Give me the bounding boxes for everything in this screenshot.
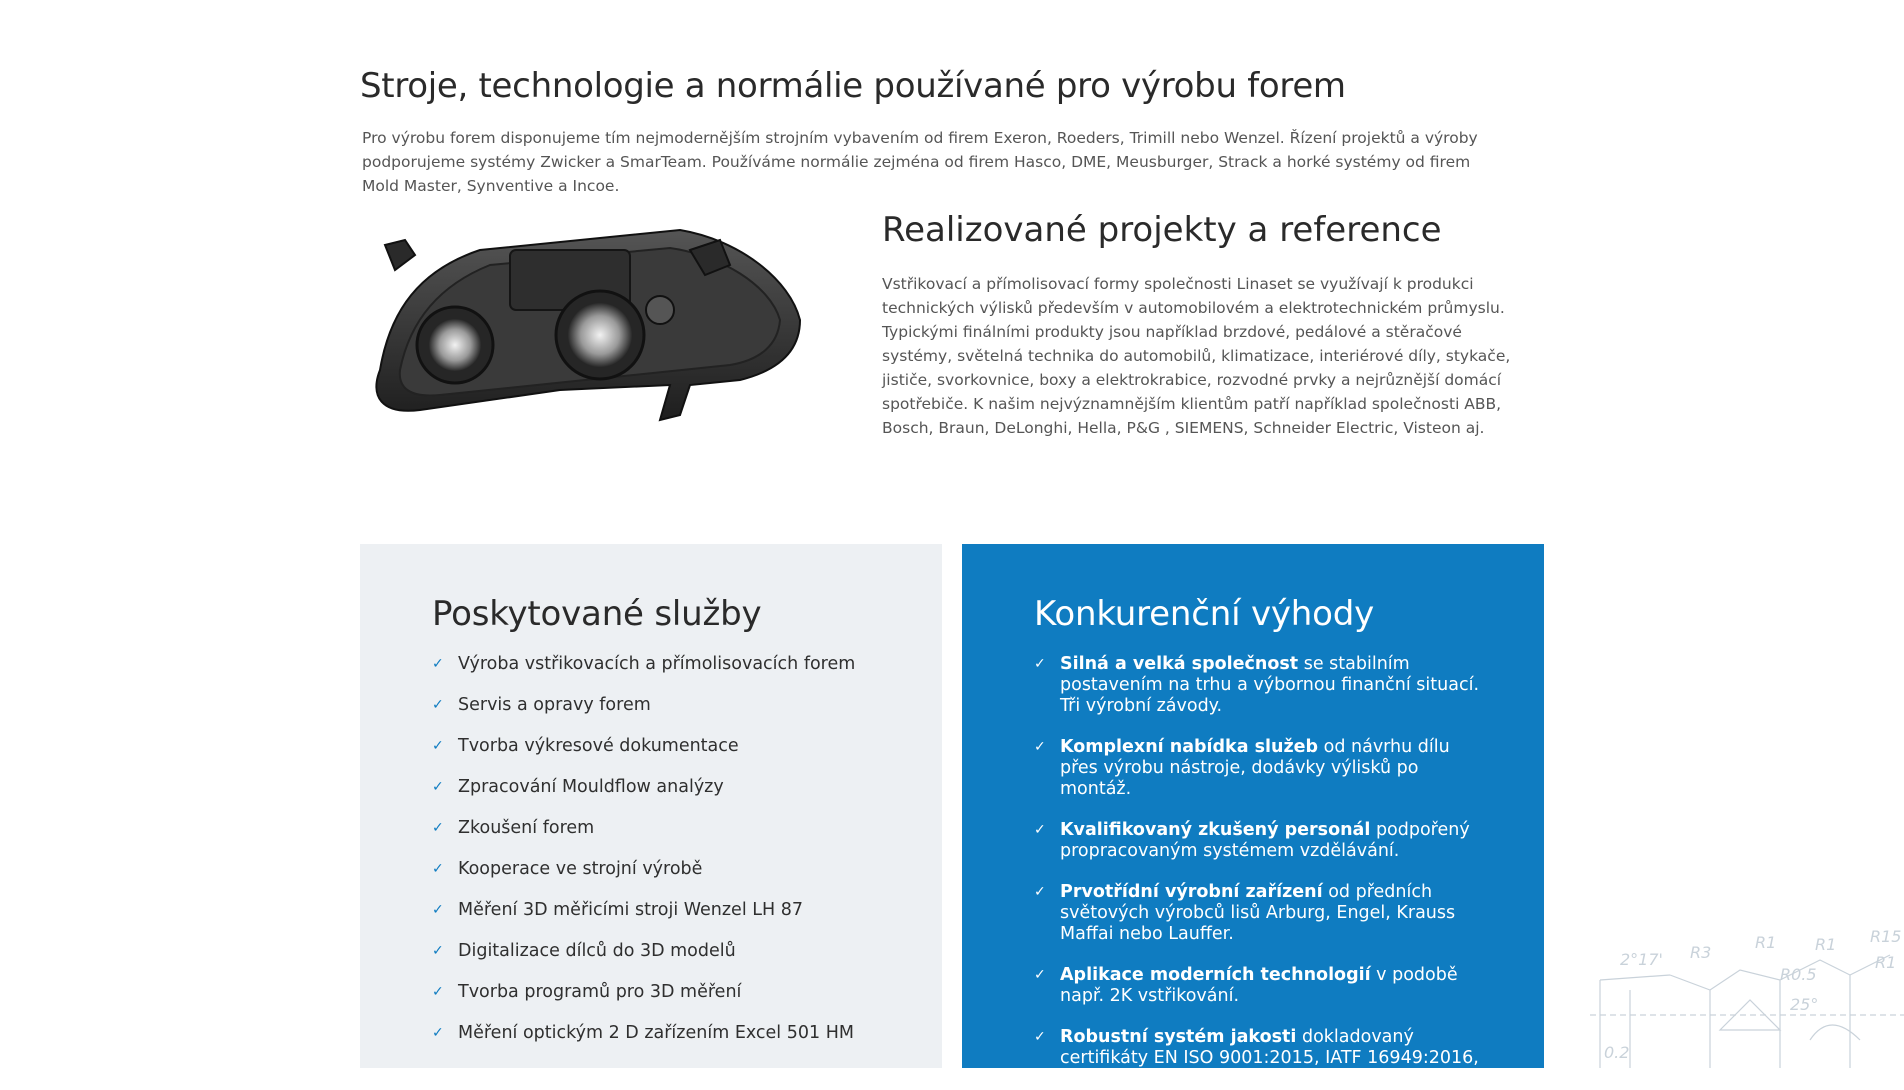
check-icon: ✓ bbox=[432, 1025, 444, 1041]
check-icon: ✓ bbox=[1034, 739, 1046, 755]
services-title: Poskytované služby bbox=[432, 594, 762, 634]
check-icon: ✓ bbox=[432, 861, 444, 877]
technical-drawing-decoration bbox=[1590, 920, 1904, 1068]
check-icon: ✓ bbox=[432, 943, 444, 959]
check-icon: ✓ bbox=[432, 779, 444, 795]
list-item: ✓ Aplikace moderních technologií v podobě např. 2K vstřikování. bbox=[1034, 965, 1458, 1006]
intro-paragraph: Pro výrobu forem disponujeme tím nejmodernějším strojním vybavením od firem Exeron, Roeders, Trimill nebo Wenzel. Řízení projektů a výroby podporujeme systémy Zwicker a SmarTeam. Používáme normálie zejména od firem Hasco, DME, Meusburger, Strack a horké systémy od firem Mold Master, Synventive a Incoe. bbox=[362, 129, 1478, 195]
check-icon: ✓ bbox=[432, 697, 444, 713]
list-item: ✓ Silná a velká společnost se stabilním postavením na trhu a výbornou finanční situací. Tři výrobní závody. bbox=[1034, 654, 1480, 716]
drawing-label: R1 bbox=[1875, 953, 1897, 972]
list-item: ✓ Servis a opravy forem bbox=[432, 695, 651, 715]
list-item: ✓ Tvorba výkresové dokumentace bbox=[432, 736, 739, 756]
page-title: Stroje, technologie a normálie používané pro výrobu forem bbox=[360, 66, 1346, 106]
check-icon: ✓ bbox=[432, 656, 444, 672]
list-item: ✓ Měření 3D měřicími stroji Wenzel LH 87 bbox=[432, 900, 803, 920]
drawing-label: R1 bbox=[1755, 933, 1777, 952]
services-list bbox=[432, 654, 942, 1044]
services-panel bbox=[360, 544, 942, 1068]
list-item: ✓ Komplexní nabídka služeb od návrhu dílu přes výrobu nástroje, dodávky výlisků po montáž. bbox=[1034, 737, 1450, 799]
check-icon: ✓ bbox=[432, 820, 444, 836]
drawing-label: R1 bbox=[1815, 935, 1837, 954]
check-icon: ✓ bbox=[1034, 822, 1046, 838]
drawing-label: R0.5 bbox=[1780, 965, 1817, 984]
advantages-panel bbox=[962, 544, 1544, 1089]
drawing-label: 25° bbox=[1790, 995, 1819, 1014]
list-item: ✓ Výroba vstřikovacích a přímolisovacích forem bbox=[432, 654, 856, 674]
list-item: ✓ Kvalifikovaný zkušený personál podpořený propracovaným systémem vzdělávání. bbox=[1034, 820, 1470, 861]
advantages-list bbox=[1034, 654, 1544, 1090]
check-icon: ✓ bbox=[1034, 884, 1046, 900]
drawing-label: 2°17' bbox=[1620, 950, 1663, 969]
list-item: ✓ Zkoušení forem bbox=[432, 818, 595, 838]
drawing-label: 0.2 bbox=[1604, 1043, 1630, 1062]
list-item: ✓ Tvorba programů pro 3D měření bbox=[432, 982, 742, 1002]
advantages-title: Konkurenční výhody bbox=[1034, 594, 1375, 634]
list-item: ✓ Kooperace ve strojní výrobě bbox=[432, 859, 703, 879]
check-icon: ✓ bbox=[1034, 967, 1046, 983]
check-icon: ✓ bbox=[432, 738, 444, 754]
list-item: ✓ Digitalizace dílců do 3D modelů bbox=[432, 941, 736, 961]
list-item: ✓ Robustní systém jakosti dokladovaný certifikáty EN ISO 9001:2015, IATF 16949:2016, EN ISO 14001:2015 a BS OHSAS 18001:2007. bbox=[1034, 1027, 1479, 1089]
list-item: ✓ Prvotřídní výrobní zařízení od předních světových výrobců lisů Arburg, Engel, Krauss Maffai nebo Lauffer. bbox=[1034, 882, 1456, 944]
check-icon: ✓ bbox=[1034, 1029, 1046, 1045]
list-item: ✓ Zpracování Mouldflow analýzy bbox=[432, 777, 724, 797]
check-icon: ✓ bbox=[1034, 656, 1046, 672]
list-item: ✓ Měření optickým 2 D zařízením Excel 501 HM bbox=[432, 1023, 854, 1043]
check-icon: ✓ bbox=[432, 902, 444, 918]
references-paragraph: Vstřikovací a přímolisovací formy společnosti Linaset se využívají k produkci technických výlisků především v automobilovém a elektrotechnickém průmyslu. Typickými finálními produkty jsou například brzdové, pedálové a stěračové systémy, světelná technika do automobilů, klimatizace, interiérové díly, stykače, jističe, svorkovnice, boxy a elektrokrabice, rozvodné prvky a nejrůznější domácí spotřebiče. K našim nejvýznamnějším klientům patří například společnosti ABB, Bosch, Braun, DeLonghi, Hella, P&G , SIEMENS, Schneider Electric, Visteon aj. bbox=[882, 275, 1511, 437]
headlight-product-image bbox=[360, 220, 810, 430]
drawing-label: R3 bbox=[1690, 943, 1712, 962]
references-title: Realizované projekty a reference bbox=[882, 210, 1442, 250]
drawing-label: R15 bbox=[1870, 927, 1902, 946]
check-icon: ✓ bbox=[432, 984, 444, 1000]
